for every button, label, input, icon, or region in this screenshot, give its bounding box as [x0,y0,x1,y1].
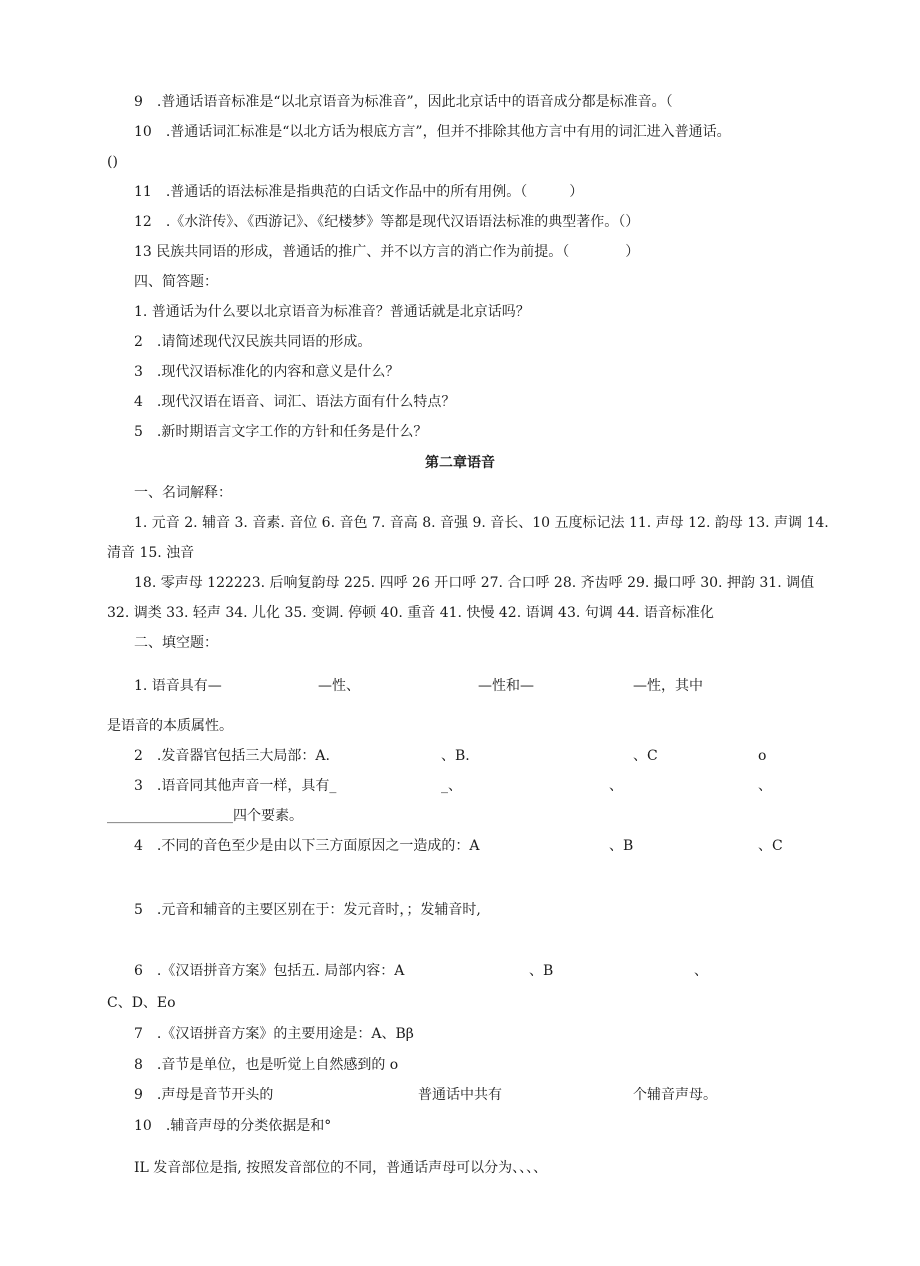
fill-q3-part-c: 、 [609,778,623,794]
fill-q6-part-b: 、B [529,963,554,979]
fill-q6-part-c: 、 [694,963,708,979]
judgement-item-10: 10 .普通话词汇标准是“以北方话为根底方言”，但并不排除其他方言中有用的词汇进入普通话。 [134,124,731,140]
terms-line-1: 1. 元音 2. 辅音 3. 音素. 音位 6. 音色 7. 音高 8. 音强 9. 音长、10 五度标记法 11. 声母 12. 韵母 13. 声调 14. [134,515,829,531]
fill-q2-part-c: 、C [633,748,658,764]
chapter-title: 第二章语音 [425,455,495,471]
fill-q10: 10 .辅音声母的分类依据是和° [134,1118,332,1134]
fill-q3-continuation: __________________四个要素。 [107,808,303,824]
fill-q2-part-b: 、B. [441,748,470,764]
fill-q4-part-c: 、C [758,838,783,854]
judgement-item-12: 12 .《水浒传》、《西游记》、《纪楼梦》等都是现代汉语语法标准的典型著作。（） [134,214,640,230]
fill-q6-part-a: 6 .《汉语拼音方案》包括五. 局部内容：A [134,963,405,979]
short-answer-item-2: 2 .请简述现代汉民族共同语的形成。 [134,334,372,350]
fill-q1-part-a: 1. 语音具有— [134,678,222,694]
short-answer-item-4: 4 .现代汉语在语音、词汇、语法方面有什么特点？ [134,394,456,410]
fill-q2-part-d: o [758,748,767,764]
terms-heading: 一、名词解释： [134,485,232,501]
fill-heading: 二、填空题： [134,635,218,651]
fill-q9-part-b: 普通话中共有 [418,1087,502,1103]
fill-q3-part-b: _、 [441,778,462,794]
fill-q9-part-c: 个辅音声母。 [633,1087,717,1103]
fill-q2-part-a: 2 .发音器官包括三大局部：A. [134,748,330,764]
judgement-item-13: 13 民族共同语的形成，普通话的推广、并不以方言的消亡作为前提。（ ） [134,244,640,260]
fill-q1-part-b: —性、 [318,678,360,694]
fill-q4-part-a: 4 .不同的音色至少是由以下三方面原因之一造成的：A [134,838,480,854]
short-answer-item-1: 1. 普通话为什么要以北京语音为标准音？普通话就是北京话吗？ [134,304,530,320]
short-answer-item-3: 3 .现代汉语标准化的内容和意义是什么？ [134,364,400,380]
fill-q5: 5 .元音和辅音的主要区别在于：发元音时，；发辅音时, [134,902,481,918]
judgement-item-11: 11 .普通话的语法标准是指典范的白话文作品中的所有用例。（ ） [134,184,584,200]
terms-line-3: 18. 零声母 122223. 后响复韵母 225. 四呼 26 开口呼 27. 合口呼 28. 齐齿呼 29. 撮口呼 30. 押韵 31. 调值 [134,575,815,591]
fill-q1-continuation: 是语音的本质属性。 [107,718,233,734]
fill-q4-part-b: 、B [609,838,634,854]
judgement-item-10-answer: () [107,154,118,170]
fill-q9-part-a: 9 .声母是音节开头的 [134,1087,274,1103]
fill-q8: 8 .音节是单位，也是听觉上自然感到的 o [134,1057,399,1073]
judgement-item-9: 9 .普通话语音标准是“以北京语音为标准音”，因此北京话中的语音成分都是标准音。（ [134,94,673,110]
short-answer-item-5: 5 .新时期语言文字工作的方针和任务是什么？ [134,424,428,440]
fill-q1-part-c: —性和— [478,678,534,694]
fill-q3-part-d: 、 [758,778,772,794]
terms-line-4: 32. 调类 33. 轻声 34. 儿化 35. 变调. 停顿 40. 重音 41. 快慢 42. 语调 43. 句调 44. 语音标准化 [107,605,714,621]
fill-q7: 7 .《汉语拼音方案》的主要用途是：A、Bβ [134,1026,414,1042]
fill-q6-continuation: C、D、Eo [107,995,176,1011]
terms-line-2: 清音 15. 浊音 [107,545,195,561]
short-answer-heading: 四、简答题： [134,274,218,290]
fill-q3-part-a: 3 .语音同其他声音一样，具有_ [134,778,337,794]
fill-q11: IL 发音部位是指, 按照发音部位的不同，普通话声母可以分为、、、、 [134,1160,548,1176]
fill-q1-part-d: —性，其中 [633,678,703,694]
